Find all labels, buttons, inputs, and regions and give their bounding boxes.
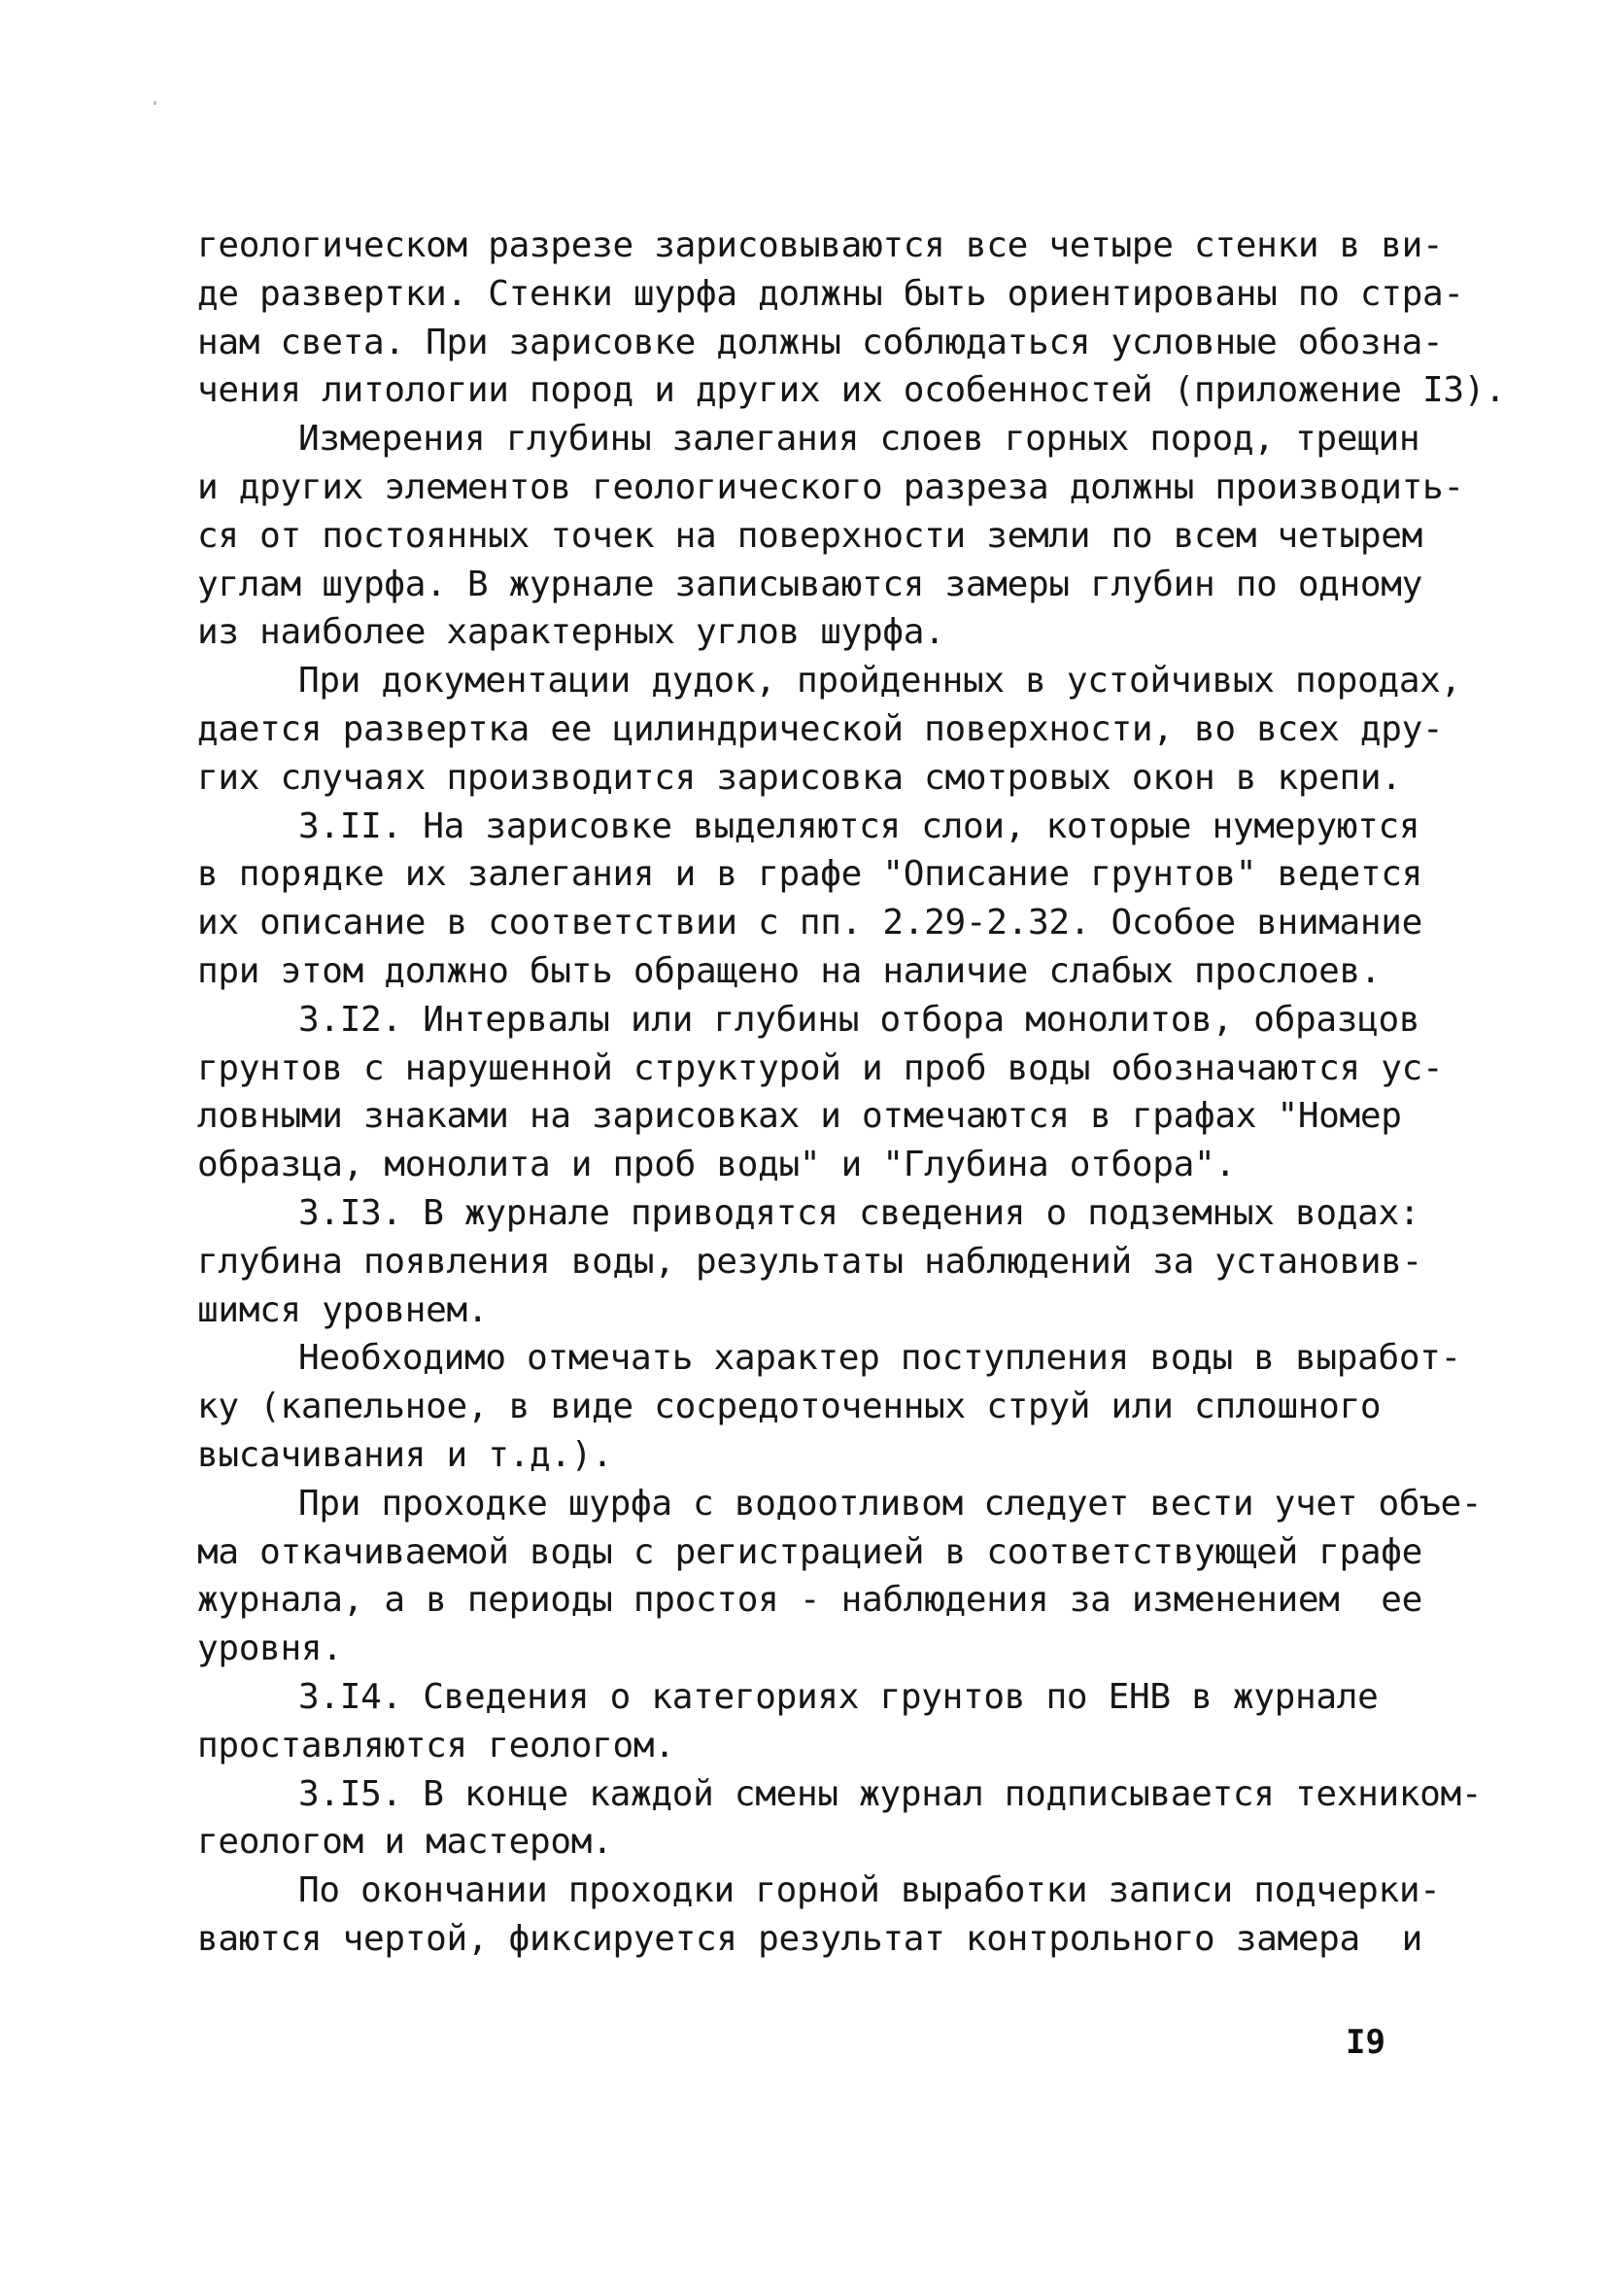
paragraph-first-line: По окончании проходки горной выработки записи подчерки- [298,1870,1441,1911]
text-line: де развертки. Стенки шурфа должны быть ориентированы по стра- [197,273,1464,314]
text-line: из наиболее характерных углов шурфа. [197,612,945,653]
page-number: I9 [1346,2023,1385,2062]
text-line: журнала, а в периоды простоя - наблюдения за изменением ее [197,1580,1423,1621]
text-line: глубина появления воды, результаты наблюдений за установив- [197,1241,1423,1282]
text-line: ловными знаками на зарисовках и отмечаются в графах "Номер [197,1096,1402,1137]
text-line: уровня. [197,1628,343,1669]
section-3-13-first-line: 3.I3. В журнале приводятся сведения о подземных водах: [298,1192,1420,1233]
text-line: нам света. При зарисовке должны соблюдаться условные обозна- [197,322,1444,362]
text-line: ваются чертой, фиксируется результат контрольного замера и [197,1918,1423,1959]
text-line: ся от постоянных точек на поверхности земли по всем четырем [197,515,1423,556]
text-line: шимся уровнем. [197,1289,489,1330]
section-3-15-first-line: 3.I5. В конце каждой смены журнал подписывается техником- [298,1773,1483,1814]
section-3-11-first-line: 3.II. На зарисовке выделяются слои, которые нумеруются [298,805,1420,846]
section-3-12-first-line: 3.I2. Интервалы или глубины отбора монолитов, образцов [298,999,1420,1040]
text-line: высачивания и т.д.). [197,1434,613,1475]
text-line: чения литологии пород и других их особенностей (приложение I3). [197,370,1506,411]
scan-speck [154,101,156,105]
text-line: ма откачиваемой воды с регистрацией в соответствующей графе [197,1531,1423,1572]
text-line: в порядке их залегания и в графе "Описание грунтов" ведется [197,854,1423,895]
section-3-14-first-line: 3.I4. Сведения о категориях грунтов по ЕНВ в журнале [298,1676,1379,1717]
text-line: при этом должно быть обращено на наличие слабых прослоев. [197,950,1382,991]
text-line: гих случаях производится зарисовка смотровых окон в крепи. [197,757,1402,798]
text-line: проставляются геологом. [197,1725,675,1765]
text-line: углам шурфа. В журнале записываются замеры глубин по одному [197,564,1423,604]
text-line: образца, монолита и проб воды" и "Глубина отбора". [197,1145,1236,1185]
text-line: и других элементов геологического разреза должны производить- [197,466,1464,507]
paragraph-first-line: Измерения глубины залегания слоев горных пород, трещин [298,419,1420,460]
text-line: геологом и мастером. [197,1822,613,1863]
paragraph-first-line: Необходимо отмечать характер поступления воды в выработ- [298,1338,1461,1379]
paragraph-first-line: При документации дудок, пройденных в устойчивых породах, [298,661,1461,702]
text-line: их описание в соответствии с пп. 2.29-2.32. Особое внимание [197,903,1423,943]
text-line: геологическом разрезе зарисовываются все четыре стенки в ви- [197,225,1444,265]
body-text [197,222,1506,1964]
text-line: грунтов с нарушенной структурой и проб воды обозначаются ус- [197,1047,1444,1088]
text-line: ку (капельное, в виде сосредоточенных струй или сплошного [197,1387,1382,1427]
paragraph-first-line: При проходке шурфа с водоотливом следует вести учет объе- [298,1483,1483,1524]
text-line: дается развертка ее цилиндрической поверхности, во всех дру- [197,708,1444,749]
